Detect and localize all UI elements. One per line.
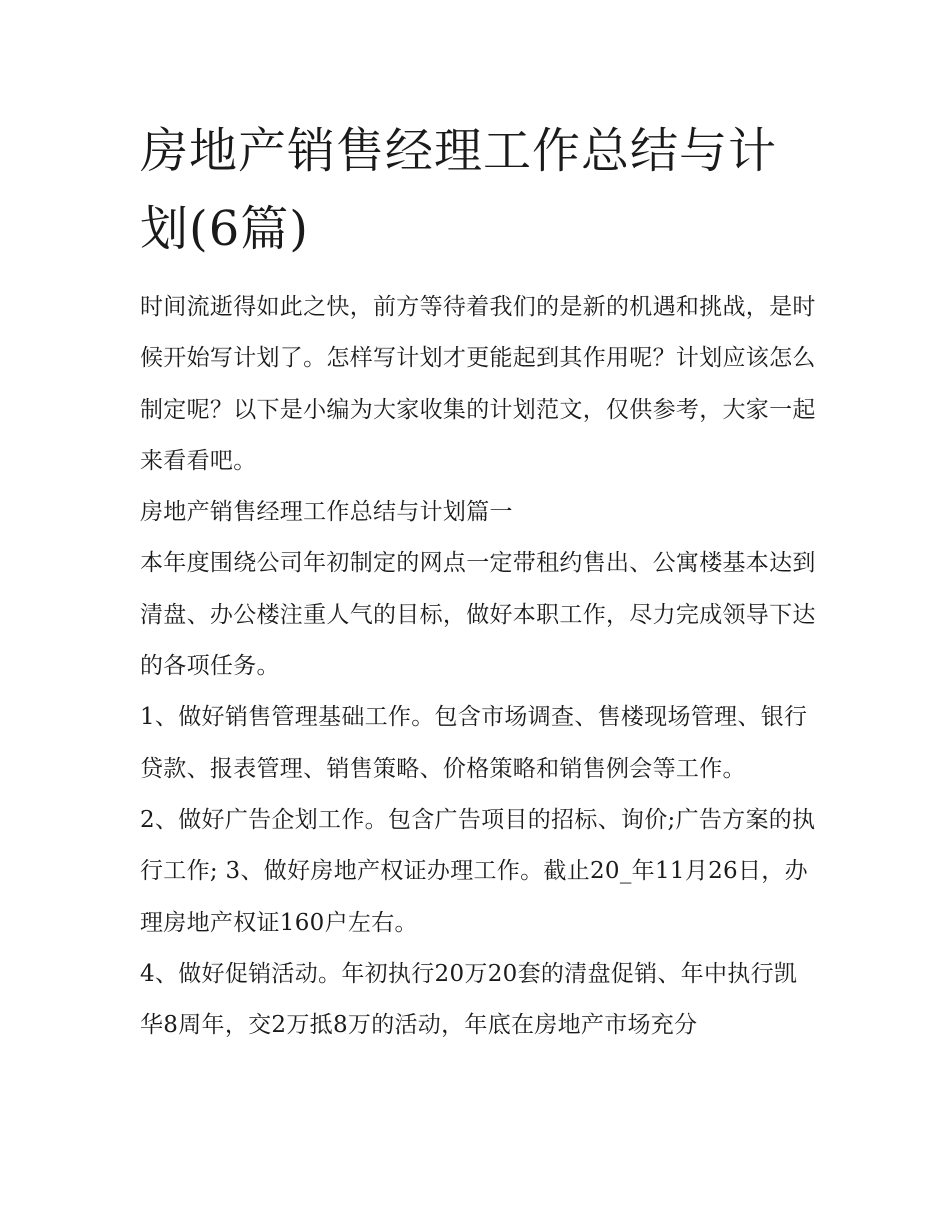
intro-paragraph: 时间流逝得如此之快，前方等待着我们的是新的机遇和挑战，是时候开始写计划了。怎样写计划才更能起到其作用呢？计划应该怎么制定呢？以下是小编为大家收集的计划范文，仅供参考，大家一起来看看吧。 bbox=[140, 294, 816, 474]
document-body bbox=[140, 282, 820, 1051]
section-heading: 房地产销售经理工作总结与计划篇一 bbox=[140, 499, 513, 526]
document-page bbox=[140, 112, 820, 1051]
list-item-2-3: 2、做好广告企划工作。包含广告项目的招标、询价;广告方案的执行工作; 3、做好房地产权证办理工作。截止20_年11月26日，办理房地产权证160户左右。 bbox=[140, 806, 816, 936]
document-title: 房地产销售经理工作总结与计划(6篇) bbox=[140, 123, 778, 257]
list-item-4: 4、做好促销活动。年初执行20万20套的清盘促销、年中执行凯华8周年，交2万抵8万的活动，年底在房地产市场充分 bbox=[140, 960, 798, 1039]
list-item-1: 1、做好销售管理基础工作。包含市场调查、售楼现场管理、银行贷款、报表管理、销售策略、价格策略和销售例会等工作。 bbox=[140, 704, 808, 782]
body-paragraph: 本年度围绕公司年初制定的网点一定带租约售出、公寓楼基本达到清盘、办公楼注重人气的目标，做好本职工作，尽力完成领导下达的各项任务。 bbox=[140, 550, 816, 680]
